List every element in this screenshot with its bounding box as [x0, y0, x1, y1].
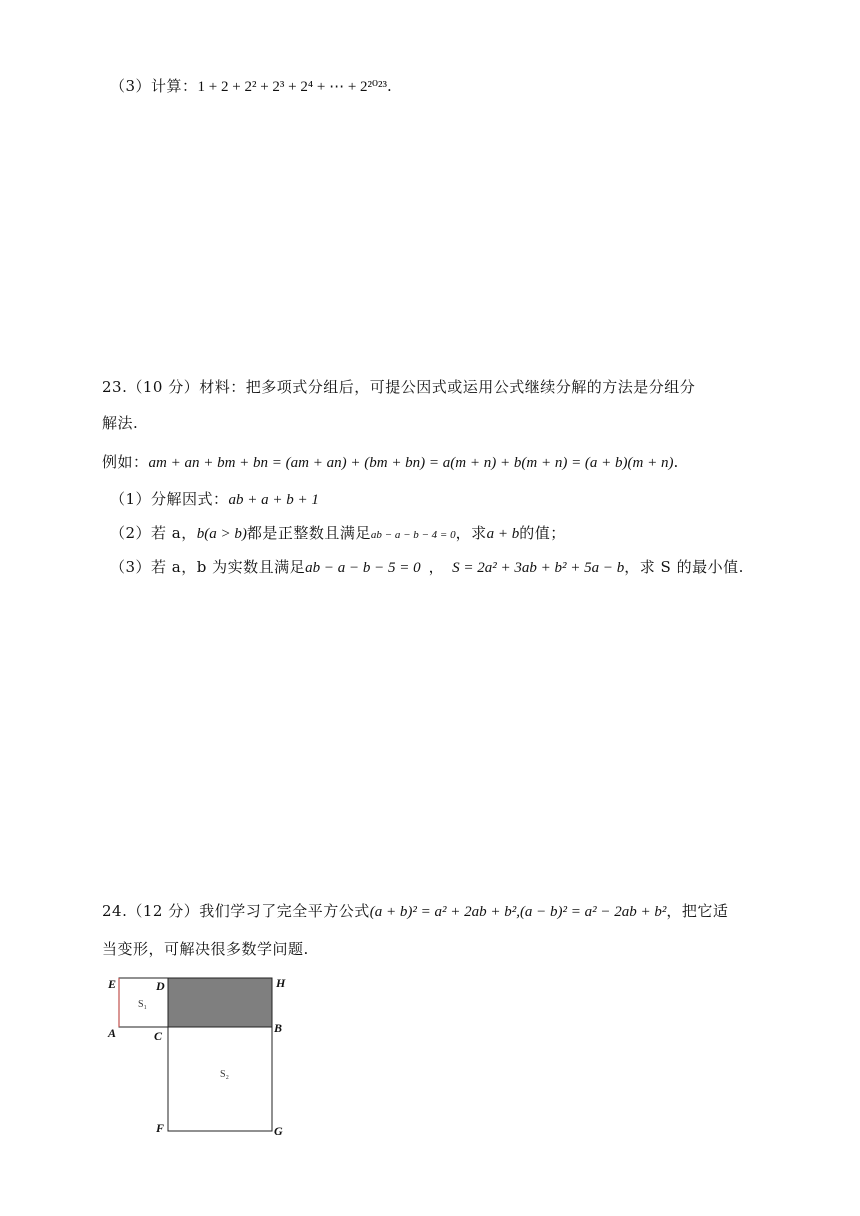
q23-part3: [110, 557, 744, 578]
q23-part1-prefix: （1）分解因式：: [110, 490, 229, 508]
point-b-label: B: [274, 1021, 283, 1035]
q23-example-prefix: 例如：: [102, 453, 149, 471]
q24-figure: [100, 968, 300, 1148]
q23-part2-end: 的值；: [519, 524, 566, 542]
q23-part3-sep: ，: [428, 558, 445, 576]
q23-part1-expression: ab + a + b + 1: [228, 492, 319, 508]
s2-label: S₂: [220, 1069, 230, 1080]
point-d-label: D: [156, 979, 165, 993]
q23-part3-equation: ab − a − b − 5 = 0: [305, 560, 421, 576]
q23-example: [102, 452, 679, 473]
q23-part2-mid: 都是正整数且满足: [246, 524, 371, 542]
q24-intro-suffix: ，把它适: [666, 902, 729, 920]
point-a-label: A: [108, 1026, 117, 1040]
shaded-rectangle: [168, 978, 272, 1027]
q22-part3-end: .: [387, 77, 393, 95]
point-c-label: C: [154, 1029, 163, 1043]
q23-part1: [110, 489, 319, 510]
q23-part2-equation: ab − a − b − 4 = 0: [370, 529, 456, 541]
q22-part3-prefix: （3）计算：: [110, 77, 198, 95]
point-h-label: H: [276, 976, 286, 990]
q23-part3-s-expression: S = 2a² + 3ab + b² + 5a − b: [452, 560, 625, 576]
q24-intro-line2: 当变形，可解决很多数学问题.: [102, 940, 309, 958]
q23-part2: [110, 523, 566, 545]
q23-part2-prefix: （2）若 a，: [110, 524, 197, 542]
point-g-label: G: [274, 1124, 283, 1138]
q23-intro-line2: 解法.: [102, 414, 139, 432]
q23-part3-ask: ，求 S 的最小值.: [624, 558, 744, 576]
point-e-label: E: [108, 977, 117, 991]
q24-intro-formula: (a + b)² = a² + 2ab + b²,(a − b)² = a² − 2ab + b²: [369, 904, 667, 920]
q23-example-end: .: [673, 453, 679, 471]
q22-part3-expression: 1 + 2 + 2² + 2³ + 2⁴ + ⋯ + 2²⁰²³: [197, 79, 388, 95]
q24-intro-line1: [102, 901, 728, 922]
q23-part3-prefix: （3）若 a，b 为实数且满足: [110, 558, 306, 576]
point-f-label: F: [156, 1121, 165, 1135]
q22-part3: [110, 76, 392, 97]
q23-part2-ask: ，求: [455, 524, 487, 542]
q23-intro-line1: 23.（10 分）材料：把多项式分组后，可提公因式或运用公式继续分解的方法是分组分: [102, 378, 696, 396]
s1-label: S₁: [138, 999, 148, 1010]
q23-part2-target: a + b: [486, 526, 520, 542]
q23-part2-condition: b(a > b): [196, 526, 247, 542]
q23-example-expression: am + an + bm + bn = (am + an) + (bm + bn) = a(m + n) + b(m + n) = (a + b)(m + n): [148, 455, 674, 471]
q24-intro-prefix: 24.（12 分）我们学习了完全平方公式: [102, 902, 370, 920]
